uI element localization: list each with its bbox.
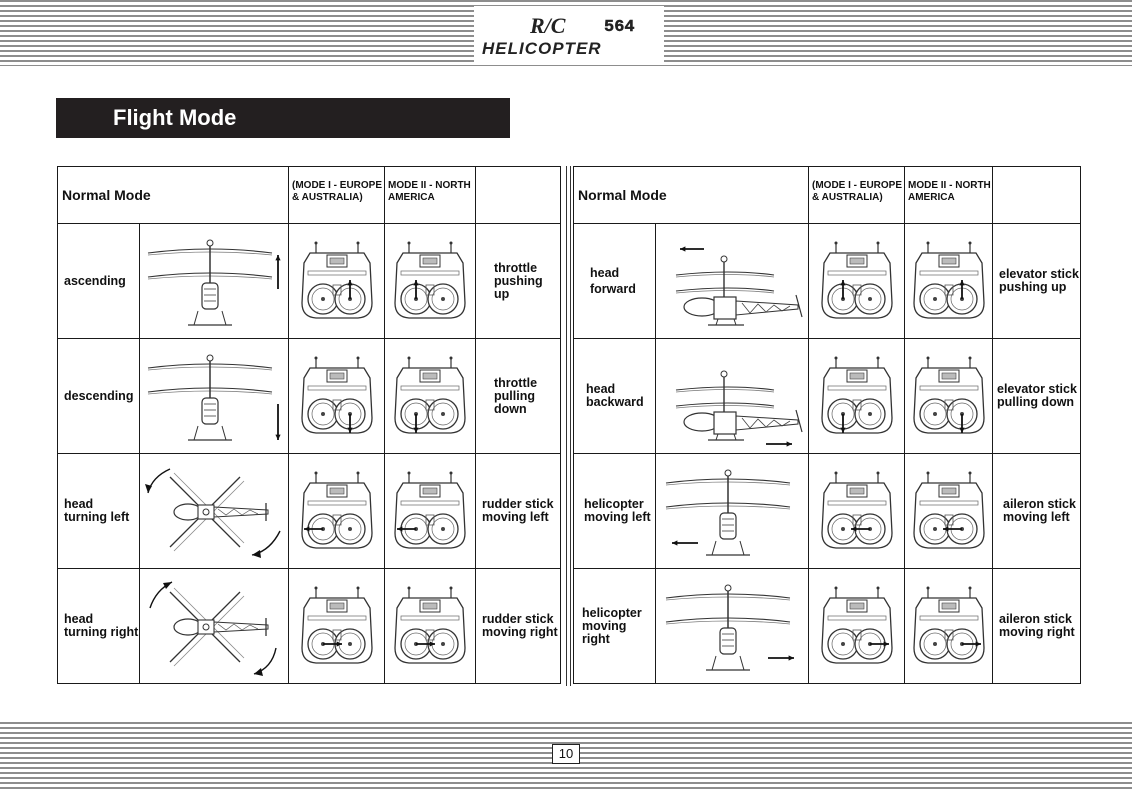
mode2-transmitter <box>905 569 993 684</box>
svg-text:HELICOPTER: HELICOPTER <box>482 39 602 58</box>
maneuver-label: head turning left <box>58 454 140 569</box>
svg-text:564: 564 <box>604 18 635 37</box>
table-row <box>58 569 561 684</box>
helicopter-illustration <box>656 339 809 454</box>
mode1-transmitter <box>809 224 905 339</box>
stick-description: throttle pulling down <box>476 339 561 454</box>
table-row <box>58 454 561 569</box>
mode1-transmitter <box>809 339 905 454</box>
mode2-transmitter <box>385 339 476 454</box>
mode2-transmitter <box>905 339 993 454</box>
stick-description: aileron stick moving right <box>993 569 1081 684</box>
stick-description: rudder stick moving right <box>476 569 561 684</box>
header-mode2: MODE II - NORTH AMERICA <box>905 167 993 224</box>
mode2-transmitter <box>385 569 476 684</box>
flight-mode-table-left <box>57 166 561 684</box>
stick-description: throttle pushing up <box>476 224 561 339</box>
header-title: Normal Mode <box>574 167 809 224</box>
stick-description: rudder stick moving left <box>476 454 561 569</box>
table-divider <box>566 166 571 686</box>
helicopter-illustration <box>656 224 809 339</box>
helicopter-illustration <box>140 224 289 339</box>
helicopter-illustration <box>140 569 289 684</box>
mode1-transmitter <box>289 454 385 569</box>
mode1-transmitter <box>289 569 385 684</box>
page-number: 10 <box>552 744 580 764</box>
mode1-transmitter <box>809 454 905 569</box>
helicopter-illustration <box>656 569 809 684</box>
mode1-transmitter <box>289 224 385 339</box>
maneuver-label: head backward <box>574 339 656 454</box>
table-row <box>58 339 561 454</box>
header-mode2: MODE II - NORTH AMERICA <box>385 167 476 224</box>
maneuver-label: ascending <box>58 224 140 339</box>
header-mode1: (MODE I - EUROPE & AUSTRALIA) <box>809 167 905 224</box>
section-title: Flight Mode <box>56 98 510 138</box>
helicopter-illustration <box>140 454 289 569</box>
mode2-transmitter <box>385 224 476 339</box>
table-row <box>574 569 1081 684</box>
stick-description: elevator stick pushing up <box>993 224 1081 339</box>
maneuver-label: helicopter moving right <box>574 569 656 684</box>
mode1-transmitter <box>289 339 385 454</box>
mode2-transmitter <box>905 454 993 569</box>
mode1-transmitter <box>809 569 905 684</box>
maneuver-label: head forward <box>574 224 656 339</box>
brand-logo <box>474 6 664 62</box>
table-row <box>58 224 561 339</box>
maneuver-label: head turning right <box>58 569 140 684</box>
header-title: Normal Mode <box>58 167 289 224</box>
mode2-transmitter <box>905 224 993 339</box>
helicopter-illustration <box>140 339 289 454</box>
svg-text:R/C: R/C <box>530 13 566 38</box>
stick-description: elevator stick pulling down <box>993 339 1081 454</box>
stick-description: aileron stick moving left <box>993 454 1081 569</box>
header-mode1: (MODE I - EUROPE & AUSTRALIA) <box>289 167 385 224</box>
table-header <box>574 167 1081 224</box>
maneuver-label: descending <box>58 339 140 454</box>
helicopter-illustration <box>656 454 809 569</box>
table-row <box>574 339 1081 454</box>
mode2-transmitter <box>385 454 476 569</box>
table-row <box>574 224 1081 339</box>
flight-mode-table-right <box>573 166 1081 684</box>
table-header <box>58 167 561 224</box>
table-row <box>574 454 1081 569</box>
maneuver-label: helicopter moving left <box>574 454 656 569</box>
